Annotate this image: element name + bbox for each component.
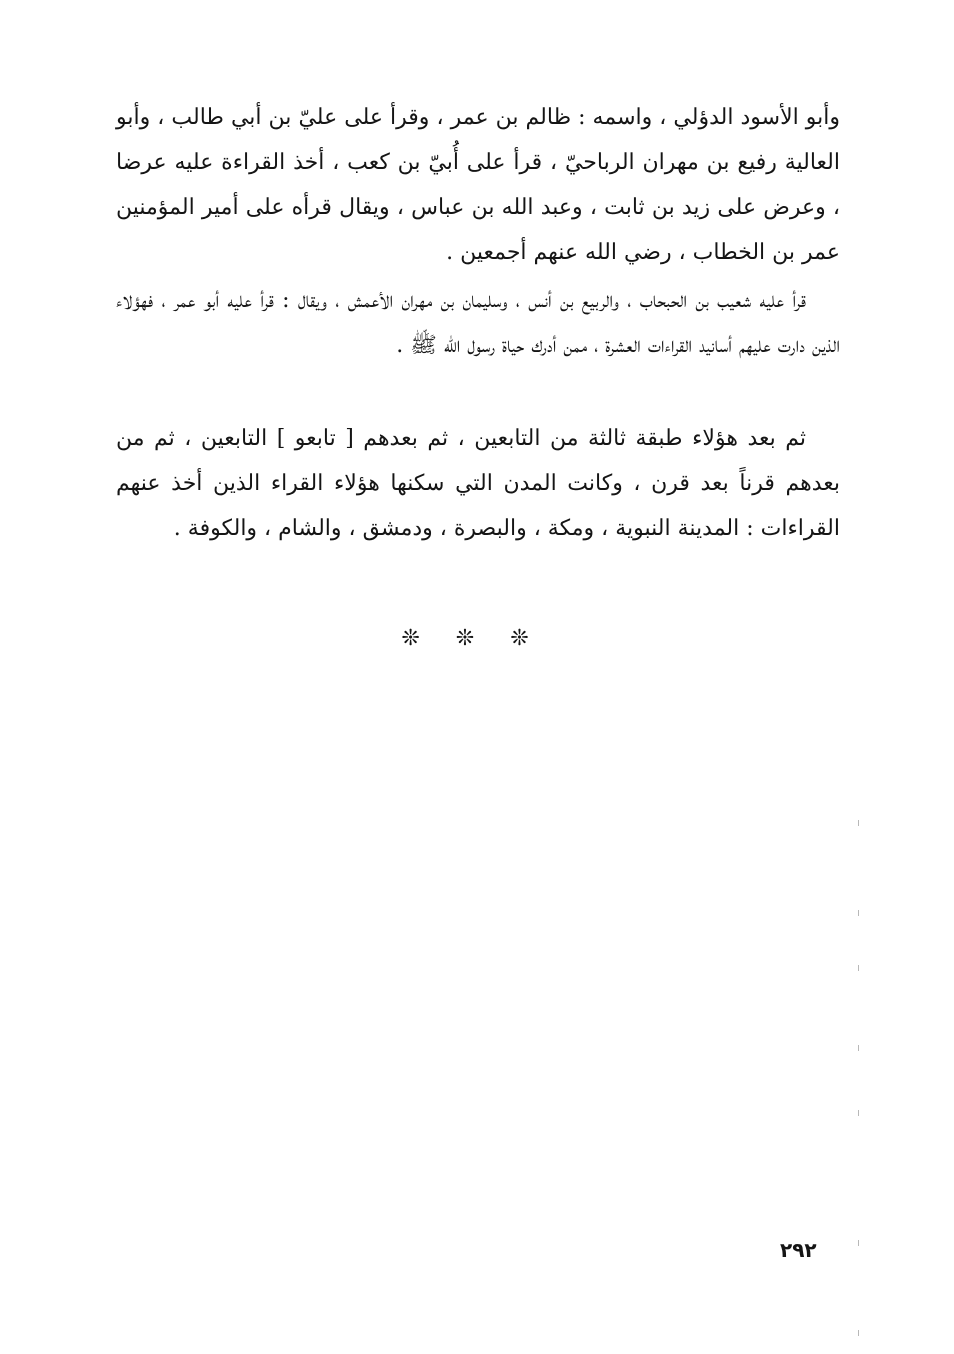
scan-edge-mark xyxy=(858,1330,859,1336)
scan-edge-mark xyxy=(858,820,859,826)
paragraph-2-text: قرأ عليه شعيب بن الحبحاب ، والربيع بن أنس ، وسليمان بن مهران الأعمش ، ويقال : قرأ عليه أبو عمر ، فهؤلاء الذين دارت عليهم أسانيد القراءات العشرة ، ممن أدرك حياة رسول الله ﷺ . xyxy=(116,288,840,358)
page-number: ٢٩٢ xyxy=(780,1238,817,1262)
paragraph-1-text: وأبو الأسود الدؤلي ، واسمه : ظالم بن عمر ، وقرأ على عليّ بن أبي طالب ، وأبو العالية رفيع بن مهران الرباحيّ ، قرأ على أُبيّ بن كعب ، أخذ القراءة عليه عرضا ، وعرض على زيد بن ثابت ، وعبد الله بن عباس ، ويقال قرأه على أمير المؤمنين عمر بن الخطاب ، رضي الله عنهم أجمعين . xyxy=(116,105,840,265)
scan-edge-mark xyxy=(858,1110,859,1116)
section-divider xyxy=(0,626,954,651)
asterism-star-icon: ❊ xyxy=(455,626,499,651)
asterism-star-icon: ❊ xyxy=(401,626,444,651)
scan-edge-mark xyxy=(858,1045,859,1051)
paragraph-3 xyxy=(116,416,840,551)
scan-edge-mark xyxy=(858,910,859,916)
paragraph-1 xyxy=(116,95,840,275)
paragraph-3-text: ثم بعد هؤلاء طبقة ثالثة من التابعين ، ثم بعدهم [ تابعو ] التابعين ، ثم من بعدهم قرناً بعد قرن ، وكانت المدن التي سكنها هؤلاء القراء الذين أخذ عنهم القراءات : المدينة النبوية ، ومكة ، والبصرة ، ودمشق ، والشام ، والكوفة . xyxy=(116,426,840,541)
scan-edge-mark xyxy=(858,965,859,971)
paragraph-2 xyxy=(116,278,840,368)
asterism-star-icon: ❊ xyxy=(510,626,553,651)
scan-edge-mark xyxy=(858,1240,859,1246)
